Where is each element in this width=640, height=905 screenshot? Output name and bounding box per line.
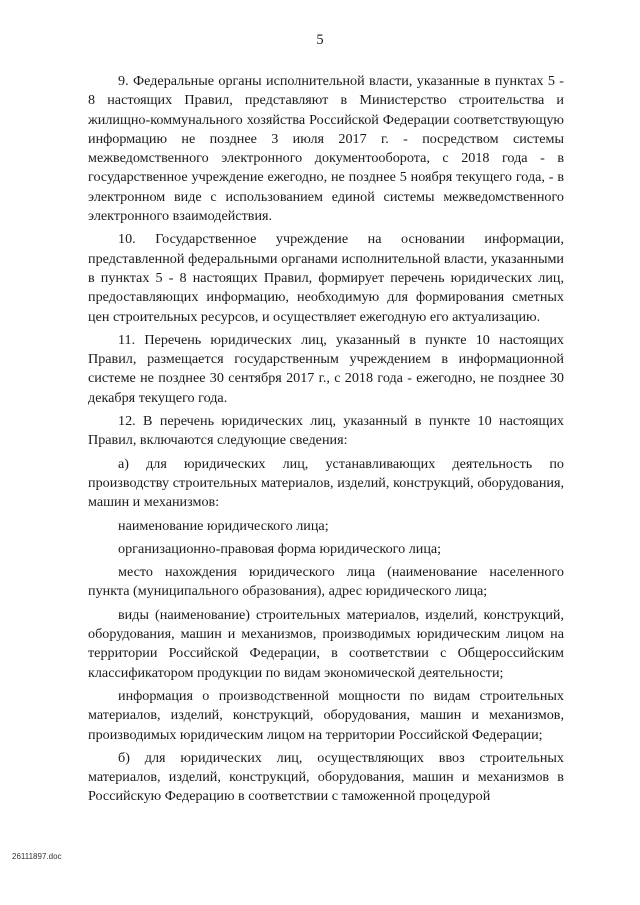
paragraph-12: 12. В перечень юридических лиц, указанный в пункте 10 настоящих Правил, включаются следующие сведения: bbox=[88, 413, 564, 449]
paragraph-10: 10. Государственное учреждение на основании информации, представленной федеральными органами исполнительной власти, указанными в пунктах 5 - 8 настоящих Правил, формирует перечень юридических лиц, предоставляющих информацию, необходимую для формирования сметных цен строительных ресурсов, и осуществляет ежегодную его актуализацию. bbox=[88, 231, 564, 325]
document-body bbox=[88, 72, 564, 811]
page-number: 5 bbox=[316, 32, 324, 48]
list-item-product-types: виды (наименование) строительных материалов, изделий, конструкций, оборудования, машин и механизмов, производимых юридическим лицом на территории Российской Федерации, в соответствии с Общероссийским классификатором продукции по видам экономической деятельности; bbox=[88, 606, 564, 681]
paragraph-11: 11. Перечень юридических лиц, указанный в пункте 10 настоящих Правил, размещается государственным учреждением в информационной системе не позднее 30 сентября 2017 г., с 2018 года - ежегодно, не позднее 30 декабря текущего года. bbox=[88, 331, 564, 406]
list-item-location: место нахождения юридического лица (наименование населенного пункта (муниципального образования), адрес юридического лица; bbox=[88, 564, 564, 600]
paragraph-12b: б) для юридических лиц, осуществляющих ввоз строительных материалов, изделий, конструкций, оборудования, машин и механизмов в Российскую Федерацию в соответствии с таможенной процедурой bbox=[88, 749, 564, 805]
footer-filename: 26111897.doc bbox=[12, 852, 62, 861]
paragraph-9: 9. Федеральные органы исполнительной власти, указанные в пунктах 5 - 8 настоящих Правил, представляют в Министерство строительства и жилищно-коммунального хозяйства Российской Федерации соответствующую информацию не позднее 3 июля 2017 г. - посредством системы межведомственного электронного документооборота, с 2018 года - в государственное учреждение ежегодно, не позднее 5 ноября текущего года, - в электронном виде с использованием единой системы межведомственного электронного взаимодействия. bbox=[88, 73, 564, 225]
list-item-name: наименование юридического лица; bbox=[118, 517, 329, 534]
list-item-capacity: информация о производственной мощности по видам строительных материалов, изделий, конструкций, оборудования, машин и механизмов, производимых юридическим лицом на территории Российской Федерации; bbox=[88, 687, 564, 743]
paragraph-12a: а) для юридических лиц, устанавливающих деятельность по производству строительных материалов, изделий, конструкций, оборудования, машин и механизмов: bbox=[88, 455, 564, 511]
list-item-legal-form: организационно-правовая форма юридического лица; bbox=[118, 540, 442, 557]
